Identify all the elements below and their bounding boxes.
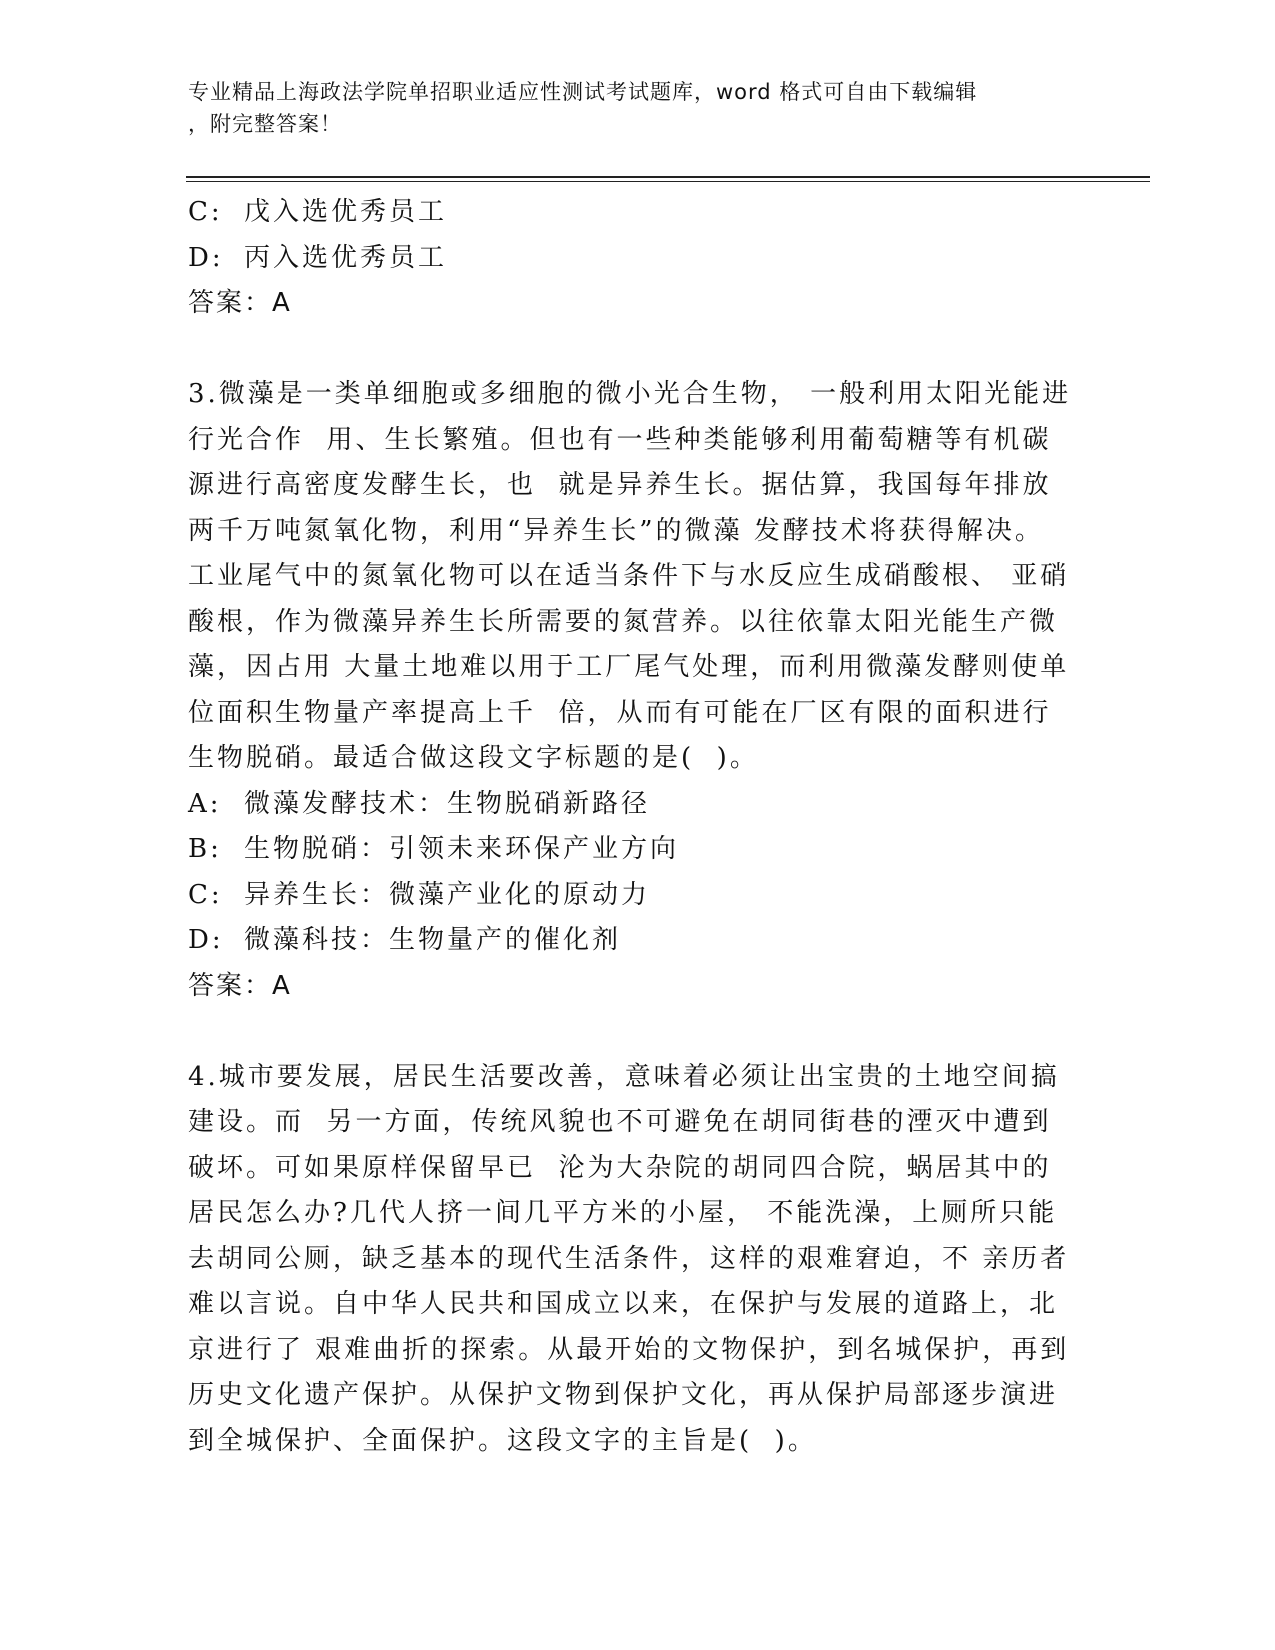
question-text-line: 行光合作 用、生长繁殖。但也有一些种类能够利用葡萄糖等有机碳 <box>188 424 1052 455</box>
header-rule-thick <box>186 176 1150 178</box>
option-c <box>188 190 1078 236</box>
question-text-line: 居民怎么办?几代人挤一间几平方米的小屋， 不能洗澡，上厕所只能 <box>188 1198 1058 1228</box>
question-text-line: 工业尾气中的氮氧化物可以在适当条件下与水反应生成硝酸根、 亚硝 <box>188 561 1070 591</box>
question-3 <box>188 372 1078 1009</box>
option-letter: A: <box>188 788 222 819</box>
header-rule-thin <box>186 181 1150 182</box>
option-letter: D: <box>188 242 224 273</box>
header-line-2: ，附完整答案！ <box>188 112 342 136</box>
option-text: 生物脱硝：引领未来环保产业方向 <box>244 834 680 864</box>
option-text: 戊入选优秀员工 <box>244 197 448 227</box>
question-text-line: 4.城市要发展，居民生活要改善，意味着必须让出宝贵的土地空间搞 <box>188 1061 1060 1092</box>
option-c <box>188 873 1078 919</box>
option-text: 微藻科技：生物量产的催化剂 <box>244 925 622 955</box>
option-letter: B: <box>188 834 222 864</box>
question-text-line: 京进行了 艰难曲折的探索。从最开始的文物保护，到名城保护，再到 <box>188 1334 1070 1365</box>
question-text-line: 藻，因占用 大量土地难以用于工厂尾气处理，而利用微藻发酵则使单 <box>188 652 1070 682</box>
question-text-line: 建设。而 另一方面，传统风貌也不可避免在胡同街巷的湮灭中遭到 <box>188 1107 1052 1137</box>
option-text: 丙入选优秀员工 <box>244 242 448 273</box>
question-2-tail <box>188 190 1078 327</box>
question-text-line: 位面积生物量产率提高上千 倍，从而有可能在厂区有限的面积进行 <box>188 697 1052 728</box>
question-text-line: 3.微藻是一类单细胞或多细胞的微小光合生物， 一般利用太阳光能进 <box>188 379 1072 409</box>
spacer <box>188 1009 1078 1055</box>
page-header <box>188 76 1068 140</box>
answer-line: 答案：A <box>188 288 292 318</box>
question-text-line: 两千万吨氮氧化物，利用“异养生长”的微藻 发酵技术将获得解决。 <box>188 515 1044 546</box>
option-letter: C: <box>188 879 223 910</box>
option-text: 异养生长：微藻产业化的原动力 <box>244 879 651 910</box>
option-d <box>188 236 1078 282</box>
question-text-line: 源进行高密度发酵生长，也 就是异养生长。据估算，我国每年排放 <box>188 470 1052 500</box>
question-text-line: 生物脱硝。最适合做这段文字标题的是( )。 <box>188 743 759 773</box>
question-text-line: 难以言说。自中华人民共和国成立以来，在保护与发展的道路上，北 <box>188 1289 1059 1319</box>
option-letter: D: <box>188 925 224 955</box>
question-text-line: 历史文化遗产保护。从保护文物到保护文化，再从保护局部逐步演进 <box>188 1380 1059 1410</box>
question-text-line: 到全城保护、全面保护。这段文字的主旨是( )。 <box>188 1425 817 1456</box>
page-content <box>188 190 1078 1464</box>
option-letter: C: <box>188 197 223 227</box>
option-b <box>188 827 1078 873</box>
question-text-line: 酸根，作为微藻异养生长所需要的氮营养。以往依靠太阳光能生产微 <box>188 606 1059 637</box>
question-text-line: 去胡同公厕，缺乏基本的现代生活条件，这样的艰难窘迫，不 亲历者 <box>188 1243 1070 1274</box>
question-4 <box>188 1055 1078 1465</box>
answer-line: 答案：A <box>188 970 292 1001</box>
question-text-line: 破坏。可如果原样保留早已 沦为大杂院的胡同四合院，蜗居其中的 <box>188 1152 1052 1183</box>
spacer <box>188 327 1078 373</box>
option-a <box>188 782 1078 828</box>
header-line-1: 专业精品上海政法学院单招职业适应性测试考试题库，word 格式可自由下载编辑 <box>188 80 978 104</box>
option-d <box>188 918 1078 964</box>
option-text: 微藻发酵技术：生物脱硝新路径 <box>244 788 651 819</box>
